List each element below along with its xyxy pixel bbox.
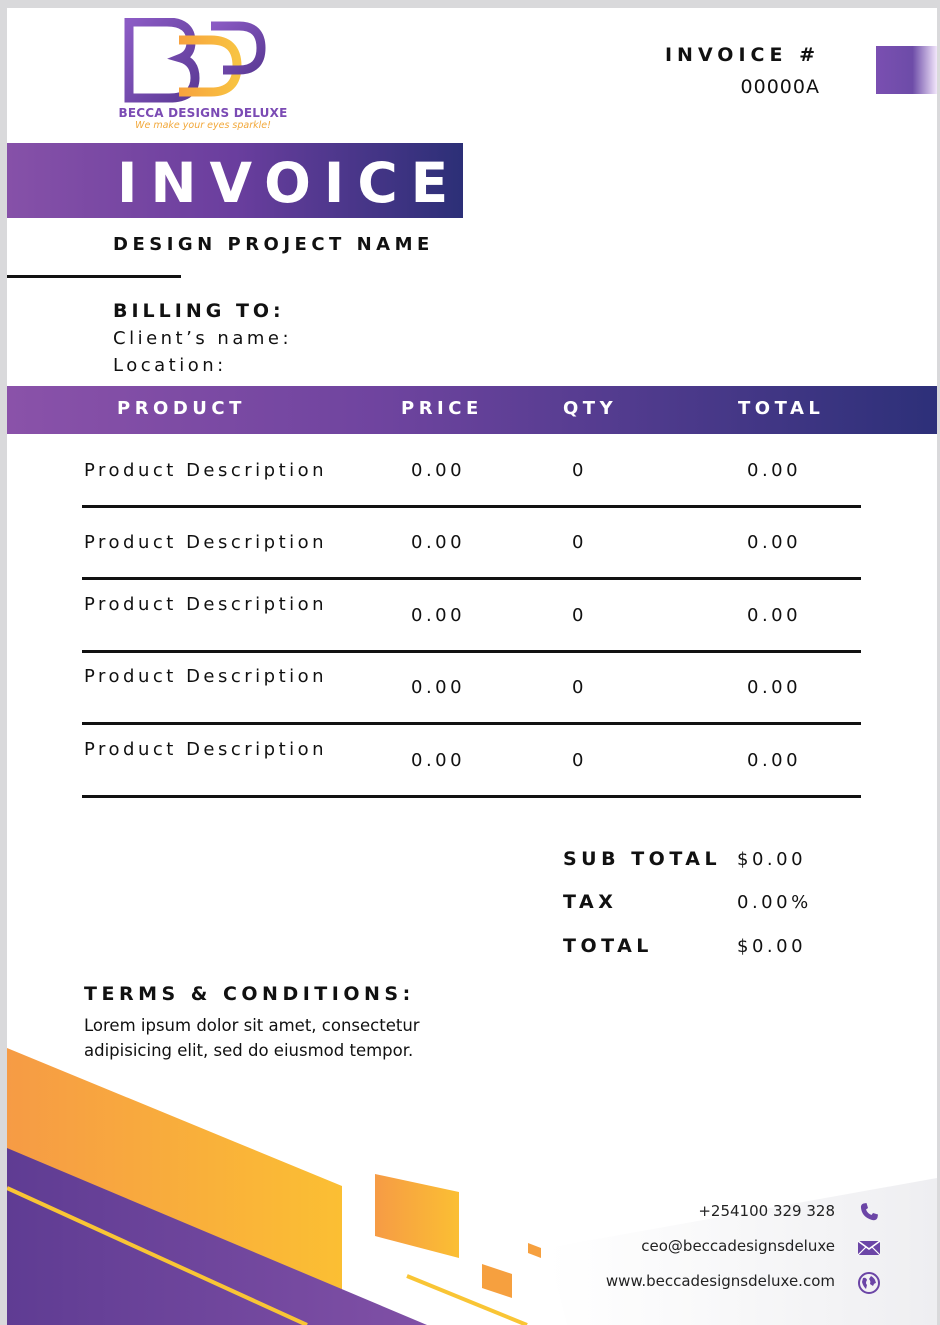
globe-icon bbox=[857, 1271, 881, 1295]
cell-qty: 0 bbox=[572, 605, 587, 626]
invoice-page bbox=[7, 8, 937, 1325]
row-divider bbox=[82, 722, 861, 725]
subtotal-value: $0.00 bbox=[737, 849, 807, 870]
cell-qty: 0 bbox=[572, 532, 587, 553]
orange-block-2 bbox=[482, 1264, 512, 1298]
column-header-qty: QTY bbox=[563, 398, 618, 419]
brand-tagline: We make your eyes sparkle! bbox=[135, 120, 271, 131]
row-divider bbox=[82, 795, 861, 798]
column-header-total: TOTAL bbox=[738, 398, 825, 419]
invoice-title: INVOICE bbox=[117, 151, 462, 215]
cell-total: 0.00 bbox=[747, 605, 802, 626]
cell-price: 0.00 bbox=[411, 750, 466, 771]
terms-text: Lorem ipsum dolor sit amet, consectetur adipisicing elit, sed do eiusmod tempor. bbox=[84, 1016, 420, 1060]
cell-product: Product Description bbox=[84, 532, 328, 553]
subtotal-label: SUB TOTAL bbox=[563, 848, 722, 870]
cell-total: 0.00 bbox=[747, 532, 802, 553]
cell-price: 0.00 bbox=[411, 605, 466, 626]
client-name-label: Client’s name: bbox=[113, 328, 293, 349]
column-header-product: PRODUCT bbox=[117, 398, 246, 419]
row-divider bbox=[82, 505, 861, 508]
invoice-number: 00000A bbox=[740, 76, 820, 98]
total-label: TOTAL bbox=[563, 935, 653, 957]
cell-price: 0.00 bbox=[411, 532, 466, 553]
total-value: $0.00 bbox=[737, 936, 807, 957]
row-divider bbox=[82, 577, 861, 580]
cell-total: 0.00 bbox=[747, 460, 802, 481]
column-header-price: PRICE bbox=[401, 398, 483, 419]
mail-icon bbox=[857, 1236, 881, 1260]
project-name: DESIGN PROJECT NAME bbox=[113, 234, 434, 255]
cell-price: 0.00 bbox=[411, 677, 466, 698]
cell-price: 0.00 bbox=[411, 460, 466, 481]
cell-total: 0.00 bbox=[747, 750, 802, 771]
contact-phone: +254100 329 328 bbox=[698, 1202, 835, 1220]
divider bbox=[7, 275, 181, 278]
billing-title: BILLING TO: bbox=[113, 300, 285, 322]
cell-qty: 0 bbox=[572, 750, 587, 771]
cell-qty: 0 bbox=[572, 460, 587, 481]
row-divider bbox=[82, 650, 861, 653]
cell-product: Product Description bbox=[84, 594, 328, 615]
cell-product: Product Description bbox=[84, 739, 328, 760]
contact-email: ceo@beccadesignsdeluxe bbox=[641, 1237, 835, 1255]
terms-title: TERMS & CONDITIONS: bbox=[84, 983, 415, 1005]
cell-product: Product Description bbox=[84, 666, 328, 687]
brand-logo bbox=[119, 18, 269, 108]
contact-website: www.beccadesignsdeluxe.com bbox=[605, 1272, 835, 1290]
tax-label: TAX bbox=[563, 891, 618, 913]
orange-block-1 bbox=[375, 1174, 459, 1258]
cell-total: 0.00 bbox=[747, 677, 802, 698]
tax-value: 0.00% bbox=[737, 892, 812, 913]
brand-name: BECCA DESIGNS DELUXE bbox=[118, 106, 288, 120]
cell-product: Product Description bbox=[84, 460, 328, 481]
location-label: Location: bbox=[113, 355, 227, 376]
phone-icon bbox=[857, 1200, 881, 1224]
invoice-number-label: INVOICE # bbox=[664, 44, 820, 66]
cell-qty: 0 bbox=[572, 677, 587, 698]
corner-accent bbox=[876, 46, 937, 94]
orange-block-3 bbox=[528, 1243, 541, 1258]
